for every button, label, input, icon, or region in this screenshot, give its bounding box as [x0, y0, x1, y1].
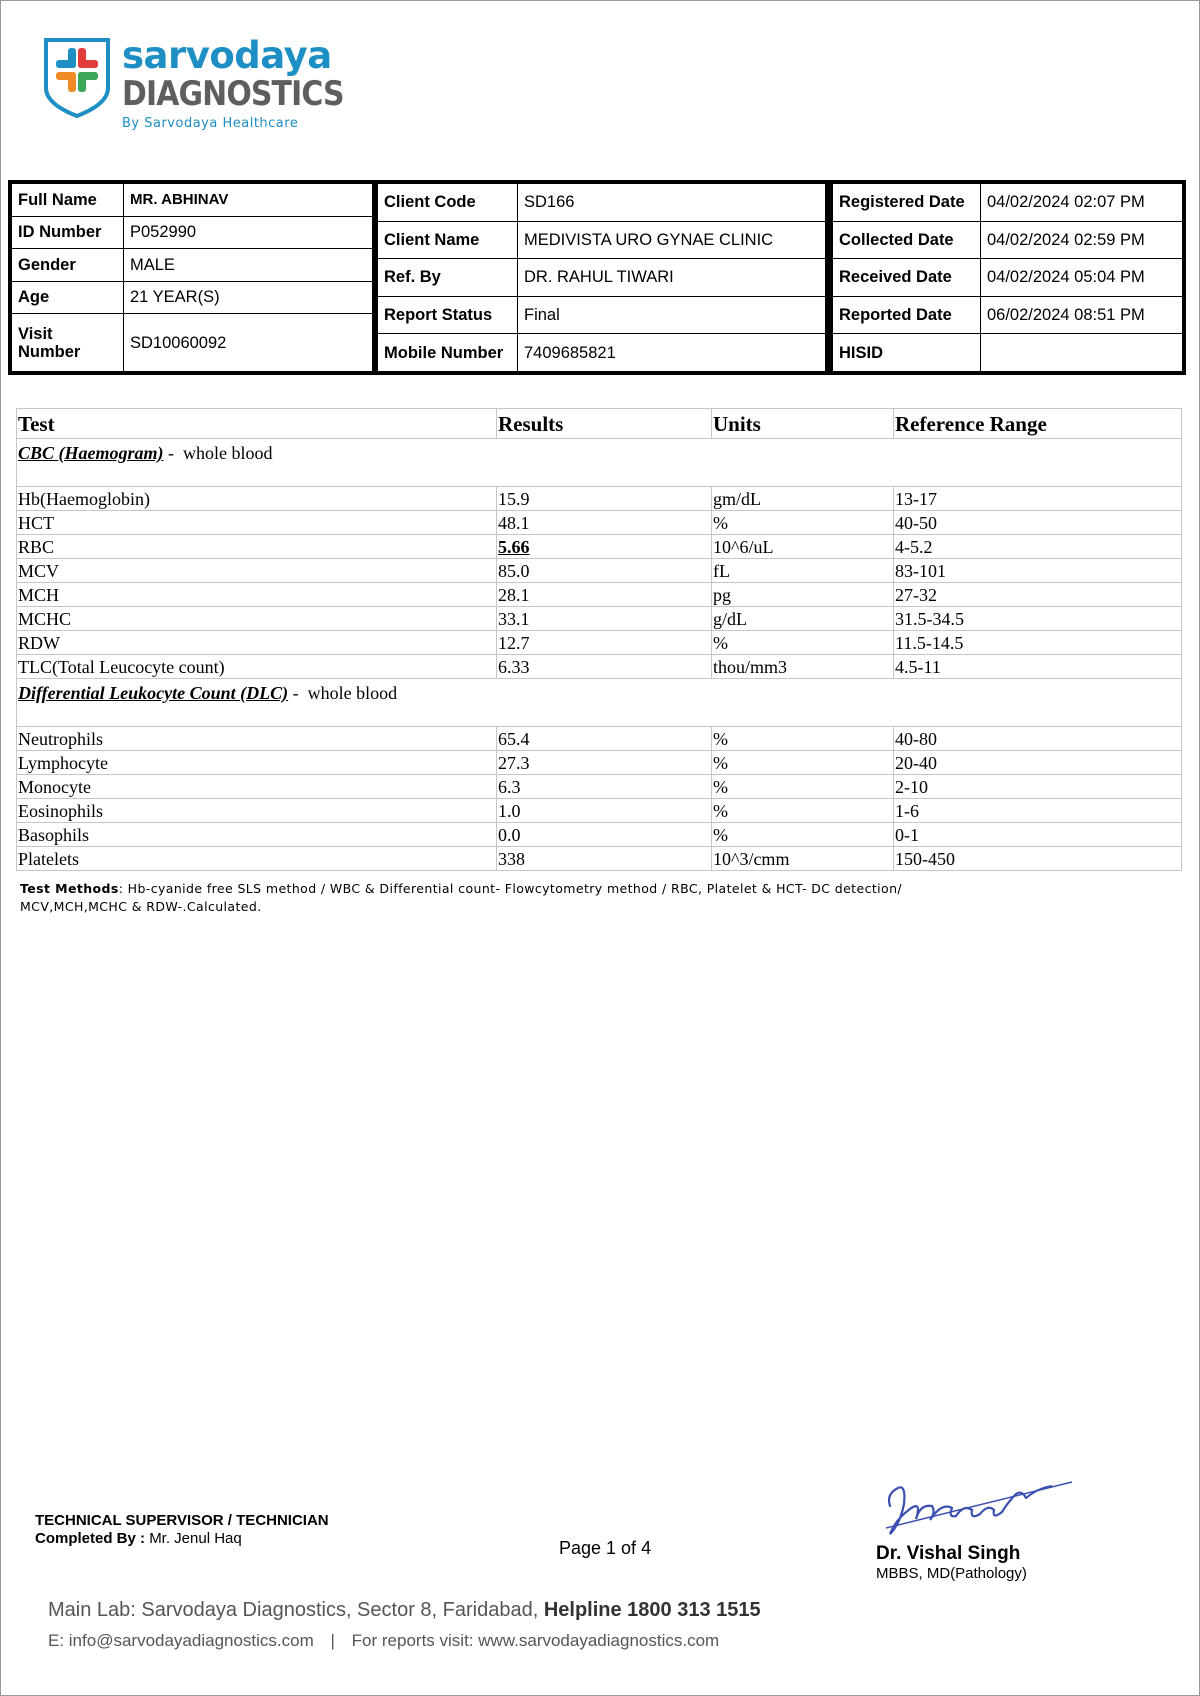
result-cell: 28.1 — [497, 583, 712, 607]
shield-logo-icon — [42, 36, 112, 118]
unit-cell: % — [712, 727, 894, 751]
received-date-value: 04/02/2024 05:04 PM — [981, 259, 1183, 297]
result-cell: 65.4 — [497, 727, 712, 751]
result-cell: 0.0 — [497, 823, 712, 847]
col-test-header: Test — [17, 409, 497, 439]
range-cell: 40-50 — [894, 511, 1182, 535]
results-table — [16, 408, 1182, 871]
table-row — [17, 511, 1182, 535]
col-units-header: Units — [712, 409, 894, 439]
unit-cell: % — [712, 511, 894, 535]
result-cell: 6.33 — [497, 655, 712, 679]
range-cell: 4.5-11 — [894, 655, 1182, 679]
unit-cell: % — [712, 823, 894, 847]
collected-date-value: 04/02/2024 02:59 PM — [981, 221, 1183, 259]
patient-info-panel — [8, 180, 376, 375]
gender-value: MALE — [124, 249, 373, 282]
results-header-row — [17, 409, 1182, 439]
table-row — [17, 823, 1182, 847]
table-row — [17, 751, 1182, 775]
section-header-cell — [17, 439, 1182, 487]
range-cell: 40-80 — [894, 727, 1182, 751]
result-cell: 48.1 — [497, 511, 712, 535]
unit-cell: pg — [712, 583, 894, 607]
reports-visit-link[interactable]: For reports visit: www.sarvodayadiagnostics.com — [351, 1631, 720, 1650]
received-date-label: Received Date — [833, 259, 981, 297]
result-cell: 33.1 — [497, 607, 712, 631]
lab-address — [48, 1599, 761, 1622]
reported-date-label: Reported Date — [833, 296, 981, 334]
table-row — [17, 799, 1182, 823]
visit-number-label: Visit Number — [12, 314, 124, 372]
unit-cell: g/dL — [712, 607, 894, 631]
range-cell: 0-1 — [894, 823, 1182, 847]
range-cell: 31.5-34.5 — [894, 607, 1182, 631]
range-cell: 2-10 — [894, 775, 1182, 799]
result-cell: 27.3 — [497, 751, 712, 775]
table-row — [17, 727, 1182, 751]
email-link[interactable]: E: info@sarvodayadiagnostics.com — [48, 1631, 314, 1650]
test-name-cell: MCV — [17, 559, 497, 583]
range-cell: 20-40 — [894, 751, 1182, 775]
table-row — [17, 583, 1182, 607]
age-value: 21 YEAR(S) — [124, 281, 373, 314]
test-name-cell: MCH — [17, 583, 497, 607]
page-number: Page 1 of 4 — [559, 1538, 652, 1558]
test-methods-label: Test Methods — [20, 881, 119, 896]
table-row — [17, 655, 1182, 679]
contact-separator: | — [330, 1631, 335, 1650]
report-status-label: Report Status — [378, 296, 518, 334]
unit-cell: 10^6/uL — [712, 535, 894, 559]
helpline: Helpline 1800 313 1515 — [543, 1599, 761, 1621]
test-methods-text: : Hb-cyanide free SLS method / WBC & Differential count- Flowcytometry method / RBC, Platelet & HCT- DC detection/ MCV,MCH,MCHC & RDW-.Calculated. — [20, 881, 903, 914]
table-row — [17, 535, 1182, 559]
visit-number-value: SD10060092 — [124, 314, 373, 372]
result-cell — [497, 535, 712, 559]
col-results-header: Results — [497, 409, 712, 439]
client-name-label: Client Name — [378, 221, 518, 259]
unit-cell: fL — [712, 559, 894, 583]
test-name-cell: MCHC — [17, 607, 497, 631]
collected-date-label: Collected Date — [833, 221, 981, 259]
result-cell: 338 — [497, 847, 712, 871]
registered-date-value: 04/02/2024 02:07 PM — [981, 184, 1183, 222]
unit-cell: gm/dL — [712, 487, 894, 511]
result-cell: 1.0 — [497, 799, 712, 823]
unit-cell: % — [712, 775, 894, 799]
range-cell: 13-17 — [894, 487, 1182, 511]
client-code-label: Client Code — [378, 184, 518, 222]
test-name-cell: RDW — [17, 631, 497, 655]
full-name-label: Full Name — [12, 184, 124, 217]
brand-subtitle: DIAGNOSTICS — [122, 74, 344, 114]
test-name-cell: Platelets — [17, 847, 497, 871]
range-cell: 11.5-14.5 — [894, 631, 1182, 655]
ref-by-label: Ref. By — [378, 259, 518, 297]
range-cell: 83-101 — [894, 559, 1182, 583]
unit-cell: 10^3/cmm — [712, 847, 894, 871]
unit-cell: % — [712, 631, 894, 655]
age-label: Age — [12, 281, 124, 314]
table-row — [17, 847, 1182, 871]
test-name-cell: Basophils — [17, 823, 497, 847]
unit-cell: thou/mm3 — [712, 655, 894, 679]
client-code-value: SD166 — [518, 184, 826, 222]
section-specimen: - whole blood — [288, 683, 398, 703]
unit-cell: % — [712, 751, 894, 775]
dates-info-panel — [829, 180, 1186, 375]
test-name-cell: Monocyte — [17, 775, 497, 799]
abnormal-result-value: 5.66 — [498, 536, 530, 557]
completed-by-value: Mr. Jenul Haq — [149, 1530, 242, 1547]
doctor-qualification: MBBS, MD(Pathology) — [876, 1565, 1027, 1582]
range-cell: 150-450 — [894, 847, 1182, 871]
tech-title: TECHNICAL SUPERVISOR / TECHNICIAN — [35, 1512, 329, 1529]
id-number-value: P052990 — [124, 216, 373, 249]
hisid-value — [981, 334, 1183, 372]
section-header-row — [17, 439, 1182, 487]
test-name-cell: Lymphocyte — [17, 751, 497, 775]
test-name-cell: Eosinophils — [17, 799, 497, 823]
section-header-row — [17, 679, 1182, 727]
mobile-number-label: Mobile Number — [378, 334, 518, 372]
test-name-cell: TLC(Total Leucocyte count) — [17, 655, 497, 679]
client-info-panel — [374, 180, 829, 375]
report-status-value: Final — [518, 296, 826, 334]
reported-date-value: 06/02/2024 08:51 PM — [981, 296, 1183, 334]
ref-by-value: DR. RAHUL TIWARI — [518, 259, 826, 297]
table-row — [17, 631, 1182, 655]
full-name-value: MR. ABHINAV — [124, 184, 373, 217]
range-cell: 4-5.2 — [894, 535, 1182, 559]
table-row — [17, 487, 1182, 511]
brand-logo — [42, 34, 342, 139]
brand-tagline: By Sarvodaya Healthcare — [122, 116, 299, 131]
doctor-name: Dr. Vishal Singh — [876, 1543, 1021, 1564]
completed-by-label: Completed By : — [35, 1530, 150, 1547]
registered-date-label: Registered Date — [833, 184, 981, 222]
range-cell: 1-6 — [894, 799, 1182, 823]
table-row — [17, 775, 1182, 799]
contact-line — [48, 1631, 719, 1651]
client-name-value: MEDIVISTA URO GYNAE CLINIC — [518, 221, 826, 259]
doctor-signature-image — [876, 1464, 1086, 1544]
section-specimen: - whole blood — [163, 443, 273, 463]
gender-label: Gender — [12, 249, 124, 282]
result-cell: 85.0 — [497, 559, 712, 583]
result-cell: 6.3 — [497, 775, 712, 799]
id-number-label: ID Number — [12, 216, 124, 249]
technician-block — [35, 1512, 329, 1548]
test-name-cell: HCT — [17, 511, 497, 535]
unit-cell: % — [712, 799, 894, 823]
lab-address-text: Main Lab: Sarvodaya Diagnostics, Sector 8, Faridabad, — [48, 1599, 544, 1621]
test-name-cell: Hb(Haemoglobin) — [17, 487, 497, 511]
section-name: Differential Leukocyte Count (DLC) — [18, 683, 289, 703]
test-name-cell: RBC — [17, 535, 497, 559]
section-name: CBC (Haemogram) — [18, 443, 164, 463]
range-cell: 27-32 — [894, 583, 1182, 607]
result-cell: 12.7 — [497, 631, 712, 655]
col-range-header: Reference Range — [894, 409, 1182, 439]
result-cell: 15.9 — [497, 487, 712, 511]
mobile-number-value: 7409685821 — [518, 334, 826, 372]
hisid-label: HISID — [833, 334, 981, 372]
section-header-cell — [17, 679, 1182, 727]
table-row — [17, 559, 1182, 583]
test-methods-note — [20, 880, 940, 916]
table-row — [17, 607, 1182, 631]
brand-name: sarvodaya — [122, 34, 332, 77]
test-name-cell: Neutrophils — [17, 727, 497, 751]
